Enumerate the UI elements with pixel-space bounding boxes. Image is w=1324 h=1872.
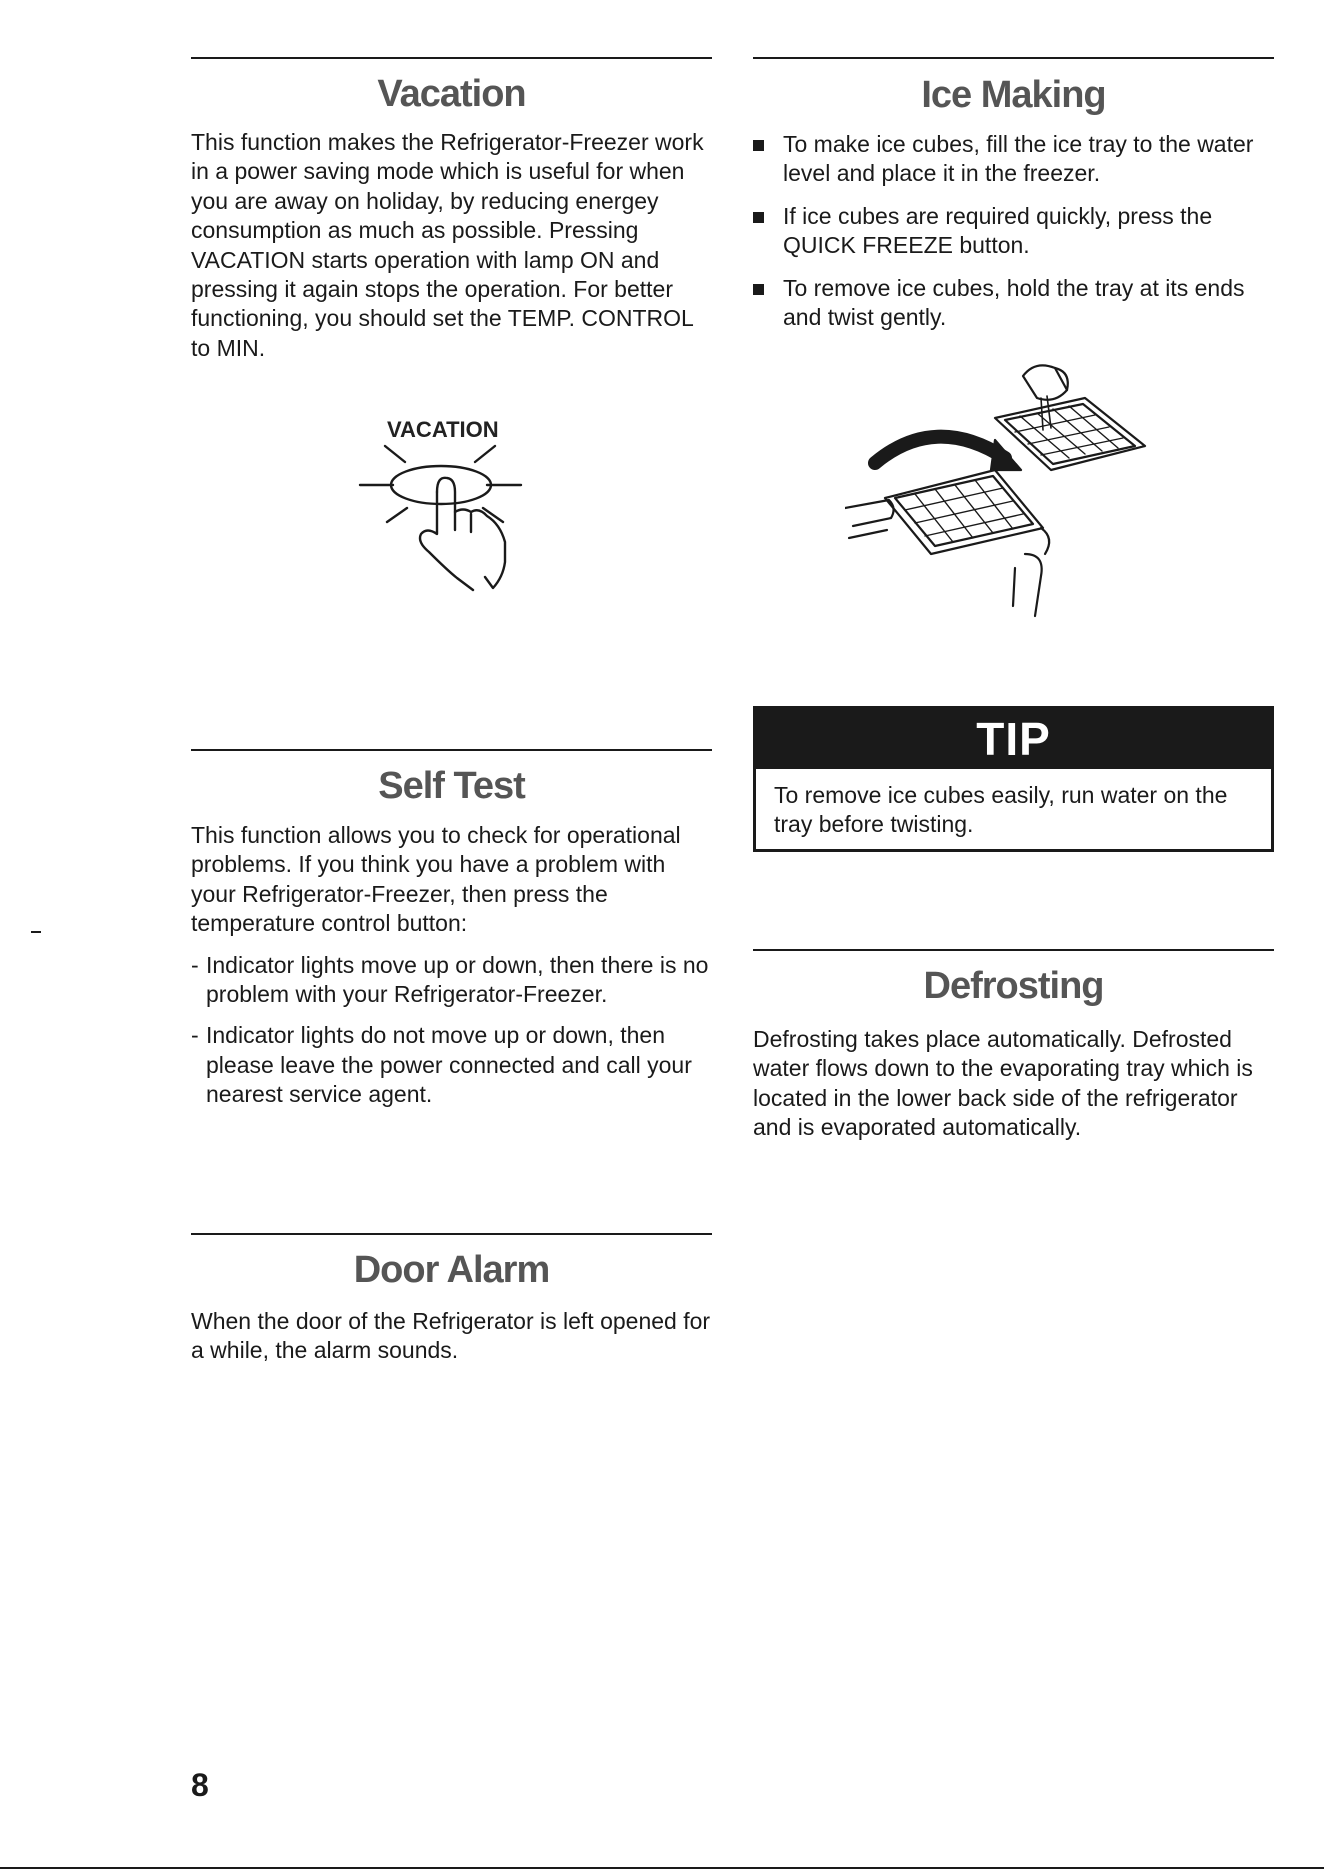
- ice-tray-icon: [845, 358, 1161, 620]
- tip-title: TIP: [756, 709, 1271, 769]
- defrosting-heading: Defrosting: [923, 965, 1104, 1007]
- bullet-square-icon: [753, 284, 764, 295]
- finger-press-icon: [355, 412, 555, 617]
- defrosting-divider: [753, 949, 1274, 951]
- bullet-square-icon: [753, 140, 764, 151]
- ice-making-divider: [753, 57, 1274, 59]
- ice-making-section: [753, 57, 1274, 346]
- self-test-intro: This function allows you to check for operational problems. If you think you have a problem with your Refrigerator-Freezer, then press the temperature control button:: [191, 822, 681, 937]
- vacation-divider: [191, 57, 712, 59]
- self-test-heading: Self Test: [378, 765, 525, 807]
- list-item: - Indicator lights do not move up or down, then please leave the power connected and call your nearest service agent.: [191, 1022, 692, 1108]
- defrosting-section: [753, 949, 1274, 1143]
- defrosting-body: Defrosting takes place automatically. Defrosted water flows down to the evaporating tray which is located in the lower back side of the refrigerator and is evaporated automatically.: [753, 1026, 1253, 1141]
- door-alarm-divider: [191, 1233, 712, 1235]
- self-test-section: [191, 749, 712, 1122]
- ice-making-list: [753, 130, 1274, 332]
- tip-box: [753, 706, 1274, 852]
- vacation-heading: Vacation: [377, 73, 526, 115]
- vacation-button-label: VACATION: [387, 417, 499, 442]
- list-item: To remove ice cubes, hold the tray at its ends and twist gently.: [753, 274, 1274, 332]
- vacation-button-illustration: [355, 412, 555, 617]
- page-bottom-rule: [0, 1867, 1324, 1869]
- list-item: - Indicator lights move up or down, then there is no problem with your Refrigerator-Freezer.: [191, 951, 709, 1008]
- ice-making-heading: Ice Making: [921, 74, 1106, 116]
- tip-text: To remove ice cubes easily, run water on the tray before twisting.: [774, 782, 1228, 838]
- door-alarm-section: [191, 1233, 712, 1366]
- self-test-divider: [191, 749, 712, 751]
- bullet-square-icon: [753, 212, 764, 223]
- vacation-body: This function makes the Refrigerator-Freezer work in a power saving mode which is useful for when you are away on holiday, by reducing energey consumption as much as possible. Pressing VACATION starts operation with lamp ON and pressing it again stops the operation. For better functioning, you should set the TEMP. CONTROL to MIN.: [191, 129, 704, 361]
- ice-tray-illustration: [845, 358, 1161, 620]
- door-alarm-heading: Door Alarm: [353, 1249, 550, 1291]
- list-item: To make ice cubes, fill the ice tray to the water level and place it in the freezer.: [753, 130, 1274, 188]
- margin-mark: [31, 931, 41, 933]
- door-alarm-body: When the door of the Refrigerator is left opened for a while, the alarm sounds.: [191, 1308, 711, 1364]
- list-item: If ice cubes are required quickly, press the QUICK FREEZE button.: [753, 202, 1274, 260]
- page-number: 8: [191, 1767, 209, 1803]
- vacation-section: [191, 57, 712, 363]
